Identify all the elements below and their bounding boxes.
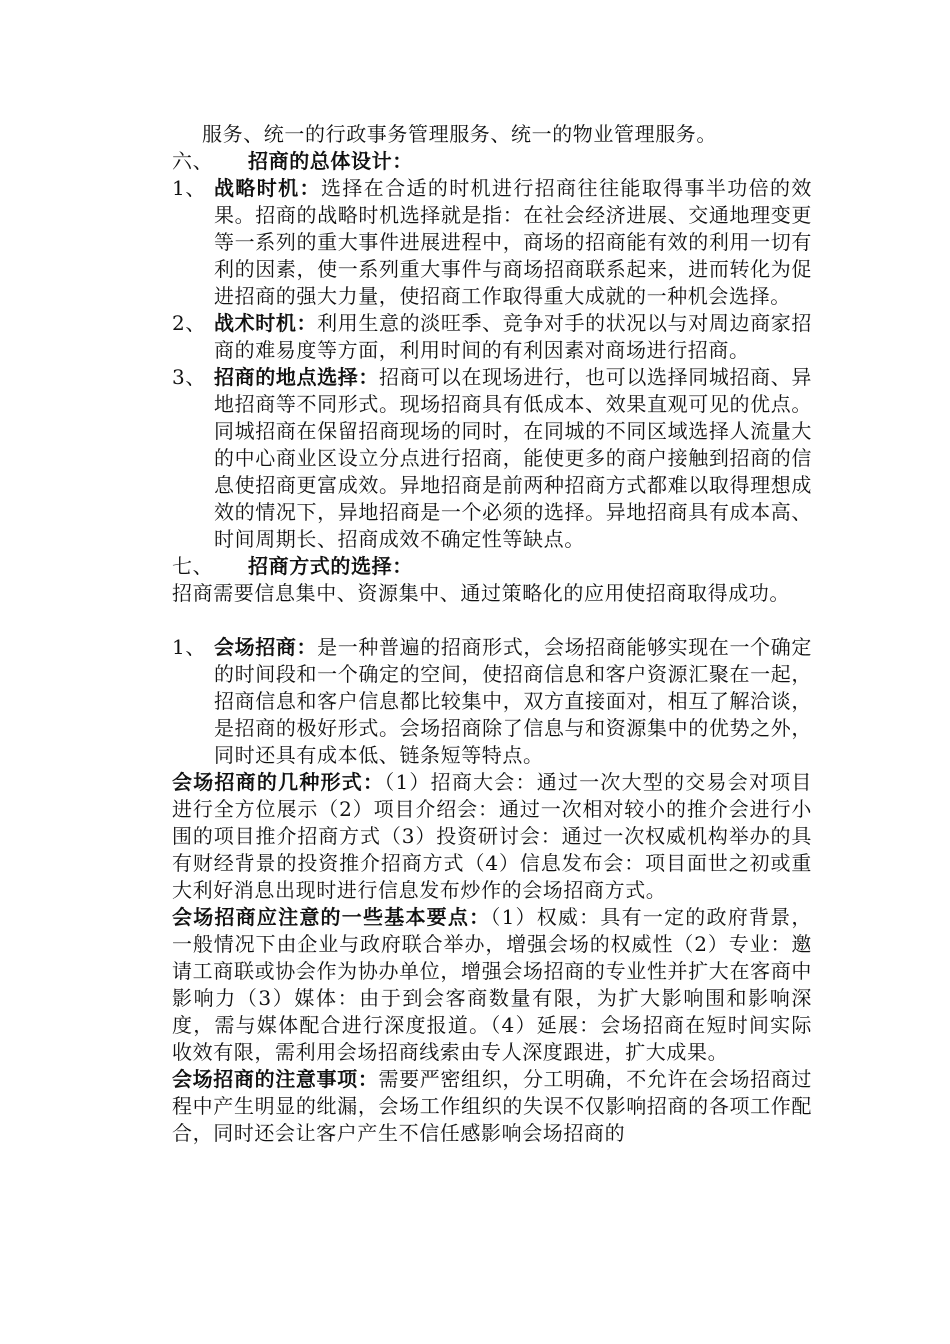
list-item-body [214, 310, 812, 364]
paragraph-text: 需要严密组织，分工明确，不允许在会场招商过程中产生明显的纰漏，会场工作组织的失误不仅影响招商的各项工作配合，同时还会让客户产生不信任感影响会场招商的 [172, 1067, 812, 1145]
list-item-body [214, 634, 812, 769]
section-6-number: 六、 [172, 149, 214, 173]
list-item-text: 招商可以在现场进行，也可以选择同城招商、异地招商等不同形式。现场招商具有低成本、效果直观可见的优点。同城招商在保留招商现场的同时，在同城的不同区域选择人流量大的中心商业区设立分点进行招商，能使更多的商户接触到招商的信息使招商更富成效。异地招商是前两种招商方式都难以取得理想成效的情况下，异地招商是一个必须的选择。异地招商具有成本高、时间周期长、招商成效不确定性等缺点。 [214, 365, 812, 551]
continued-line: 服务、统一的行政事务管理服务、统一的物业管理服务。 [202, 122, 717, 146]
section-6-heading [172, 148, 812, 175]
list-item [172, 634, 812, 769]
paragraph-meeting-forms [172, 769, 812, 904]
list-item [172, 310, 812, 364]
paragraph-text: （1）招商大会：通过一次大型的交易会对项目进行全方位展示（2）项目介绍会：通过一次相对较小的推介会进行小围的项目推介招商方式（3）投资研讨会：通过一次权威机构举办的具有财经背景的投资推介招商方式（4）信息发布会：项目面世之初或重大利好消息出现时进行信息发布炒作的会场招商方式。 [172, 770, 813, 902]
section-7-heading [172, 553, 812, 580]
list-item-number: 1、 [172, 635, 206, 659]
list-item-number: 3、 [172, 365, 206, 389]
list-item [172, 364, 812, 553]
list-item-text: 选择在合适的时机进行招商往往能取得事半功倍的效果。招商的战略时机选择就是指：在社会经济进展、交通地理变更等一系列的重大事件进展进程中，商场的招商能有效的利用一切有利的因素，使一系列重大事件与商场招商联系起来，进而转化为促进招商的强大力量，使招商工作取得重大成就的一种机会选择。 [214, 176, 813, 308]
list-item-text: 利用生意的淡旺季、竞争对手的状况以与对周边商家招商的难易度等方面，利用时间的有利因素对商场进行招商。 [214, 311, 812, 362]
section-7-number: 七、 [172, 554, 214, 578]
section-6-title: 招商的总体设计： [248, 149, 413, 173]
section-7-title: 招商方式的选择： [248, 554, 413, 578]
paragraph-text: （1）权威：具有一定的政府背景，一般情况下由企业与政府联合举办，增强会场的权威性（2）专业：邀请工商联或协会作为协办单位，增强会场招商的专业性并扩大在客商中影响力（3）媒体：由于到会客商数量有限，为扩大影响围和影响深度，需与媒体配合进行深度报道。（4）延展：会场招商在短时间实际收效有限，需利用会场招商线索由专人深度跟进，扩大成果。 [172, 905, 813, 1064]
paragraph-label: 会场招商应注意的一些基本要点： [172, 905, 491, 929]
list-item-label: 战略时机： [214, 176, 321, 200]
list-item-body [214, 364, 812, 553]
list-item-text: 是一种普遍的招商形式，会场招商能够实现在一个确定的时间段和一个确定的空间，使招商信息和客户资源汇聚在一起，招商信息和客户信息都比较集中，双方直接面对，相互了解洽谈，是招商的极好形式。会场招商除了信息与和资源集中的优势之外，同时还具有成本低、链条短等特点。 [214, 635, 812, 767]
paragraph-label: 会场招商的注意事项： [172, 1067, 379, 1091]
list-item-label: 会场招商： [214, 635, 318, 659]
section-7-intro: 招商需要信息集中、资源集中、通过策略化的应用使招商取得成功。 [172, 581, 790, 605]
list-item-label: 招商的地点选择： [214, 365, 379, 389]
paragraph-meeting-precautions [172, 1066, 812, 1147]
list-item [172, 175, 812, 310]
paragraph-meeting-key-points [172, 904, 812, 1066]
list-item-body [214, 175, 812, 310]
document-body [172, 121, 812, 1147]
blank-line [172, 607, 812, 634]
list-item-number: 1、 [172, 176, 206, 200]
list-item-number: 2、 [172, 311, 206, 335]
paragraph-label: 会场招商的几种形式： [172, 770, 385, 794]
list-item-label: 战术时机： [214, 311, 318, 335]
